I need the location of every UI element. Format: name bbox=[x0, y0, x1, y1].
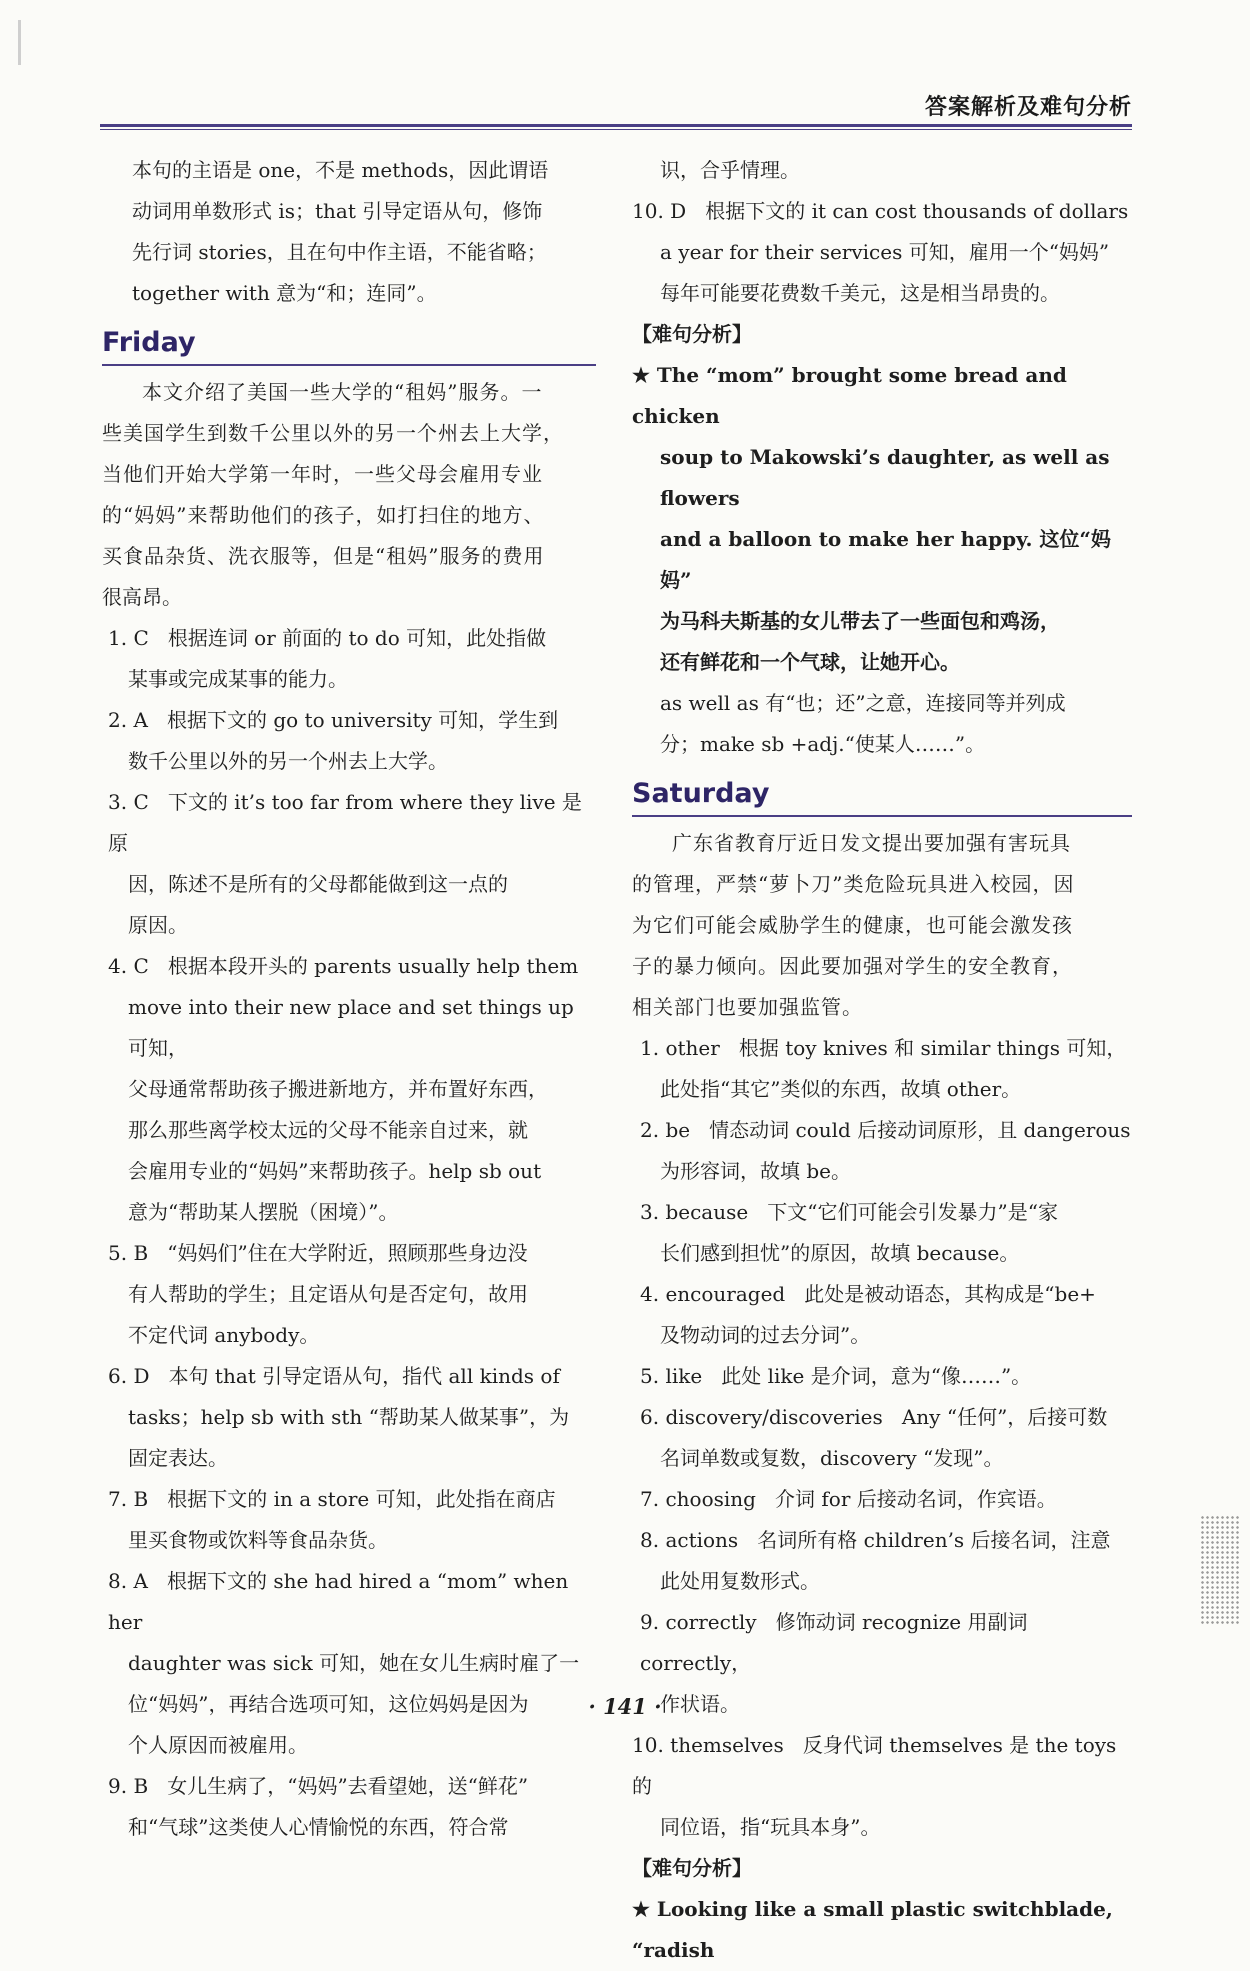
text-line: 固定表达。 bbox=[128, 1446, 228, 1470]
page-number: · 141 · bbox=[588, 1694, 662, 1719]
text-line: move into their new place and set things up 可知， bbox=[128, 995, 574, 1060]
text-line: 根据 toy knives 和 similar things 可知， bbox=[738, 1036, 1127, 1060]
text-line: 根据连词 or 前面的 to do 可知，此处指做 bbox=[167, 626, 547, 650]
section-title-friday: Friday bbox=[102, 324, 596, 366]
text-line: 子的暴力倾向。因此要加强对学生的安全教育， bbox=[632, 954, 1073, 978]
text-line: The “mom” brought some bread and chicken bbox=[632, 363, 1067, 428]
text-line: 根据下文的 she had hired a “mom” when her bbox=[108, 1569, 569, 1634]
text-line: 介词 for 后接动名词，作宾语。 bbox=[775, 1487, 1057, 1511]
answer-number: 9. B bbox=[108, 1774, 149, 1798]
dot-grid-decoration bbox=[1200, 1515, 1240, 1625]
answer-item bbox=[632, 1397, 1132, 1479]
difficult-sentence-heading-2: 【难句分析】 bbox=[632, 1856, 752, 1880]
answer-item bbox=[102, 1356, 596, 1479]
answer-number: 8. A bbox=[108, 1569, 148, 1593]
answer-item bbox=[632, 1520, 1132, 1602]
text-line: 有人帮助的学生；且定语从句是否定句，故用 bbox=[128, 1282, 528, 1306]
answer-number: 7. choosing bbox=[640, 1487, 756, 1511]
section-title-saturday: Saturday bbox=[632, 775, 1132, 817]
star-sentence bbox=[632, 355, 1132, 765]
answer-item bbox=[632, 191, 1132, 314]
answer-item bbox=[632, 1110, 1132, 1192]
text-line: 此处指“其它”类似的东西，故填 other。 bbox=[660, 1077, 1022, 1101]
text-line: 为形容词，故填 be。 bbox=[660, 1159, 851, 1183]
text-line: 此处用复数形式。 bbox=[660, 1569, 820, 1593]
text-line: and a balloon to make her happy. 这位“妈妈” bbox=[660, 527, 1111, 592]
text-line: 根据下文的 it can cost thousands of dollars bbox=[705, 199, 1129, 223]
answer-number: 3. because bbox=[640, 1200, 749, 1224]
answer-item bbox=[102, 782, 596, 946]
text-line: 的管理，严禁“萝卜刀”类危险玩具进入校园，因 bbox=[632, 872, 1075, 896]
text-line: 某事或完成某事的能力。 bbox=[128, 667, 348, 691]
margin-mark bbox=[18, 20, 21, 65]
text-line: 根据本段开头的 parents usually help them bbox=[167, 954, 579, 978]
answer-item bbox=[102, 700, 596, 782]
header-rule bbox=[100, 124, 1132, 127]
header-rule-thin bbox=[100, 129, 1132, 130]
text-line: 反身代词 themselves 是 the toys 的 bbox=[632, 1733, 1117, 1798]
answer-number: 5. B bbox=[108, 1241, 149, 1265]
text-line: 动词用单数形式 is；that 引导定语从句，修饰 bbox=[132, 199, 543, 223]
text-line: a year for their services 可知，雇用一个“妈妈” bbox=[660, 240, 1110, 264]
text-line: 那么那些离学校太远的父母不能亲自过来，就 bbox=[128, 1118, 528, 1142]
text-line: 买食品杂货、洗衣服等，但是“租妈”服务的费用 bbox=[102, 544, 545, 568]
answer-item bbox=[632, 1356, 1132, 1397]
text-line: 根据下文的 in a store 可知，此处指在商店 bbox=[167, 1487, 556, 1511]
text-line: 为马科夫斯基的女儿带去了一些面包和鸡汤， bbox=[660, 609, 1060, 633]
answer-number: 9. correctly bbox=[640, 1610, 757, 1634]
text-line: 广东省教育厅近日发文提出要加强有害玩具 bbox=[672, 831, 1071, 855]
text-line: 女儿生病了，“妈妈”去看望她，送“鲜花” bbox=[167, 1774, 529, 1798]
text-line: 会雇用专业的“妈妈”来帮助孩子。help sb out bbox=[128, 1159, 542, 1183]
text-line: 本文介绍了美国一些大学的“租妈”服务。一 bbox=[142, 380, 543, 404]
answer-number: 1. other bbox=[640, 1036, 720, 1060]
answer-item bbox=[632, 1725, 1132, 1848]
answer-number: 2. A bbox=[108, 708, 148, 732]
text-line: 名词所有格 children’s 后接名词，注意 bbox=[757, 1528, 1111, 1552]
friday-summary bbox=[102, 372, 596, 618]
text-line: 因，陈述不是所有的父母都能做到这一点的 bbox=[128, 872, 508, 896]
text-line: 个人原因而被雇用。 bbox=[128, 1733, 308, 1757]
text-line: together with 意为“和；连同”。 bbox=[132, 281, 437, 305]
text-line: 的“妈妈”来帮助他们的孩子，如打扫住的地方、 bbox=[102, 503, 545, 527]
text-line: 意为“帮助某人摆脱（困境）”。 bbox=[128, 1200, 399, 1224]
text-line: 当他们开始大学第一年时，一些父母会雇用专业 bbox=[102, 462, 543, 486]
text-line: “妈妈们”住在大学附近，照顾那些身边没 bbox=[167, 1241, 528, 1265]
text-line: 父母通常帮助孩子搬进新地方，并布置好东西， bbox=[128, 1077, 548, 1101]
text-line: daughter was sick 可知，她在女儿生病时雇了一 bbox=[128, 1651, 580, 1675]
text-line: 每年可能要花费数千美元，这是相当昂贵的。 bbox=[660, 281, 1060, 305]
answer-item bbox=[102, 1561, 596, 1766]
intro-paragraph bbox=[102, 150, 596, 314]
text-line: 还有鲜花和一个气球，让她开心。 bbox=[660, 650, 960, 674]
text-line: 原因。 bbox=[128, 913, 188, 937]
text-line: 里买食物或饮料等食品杂货。 bbox=[128, 1528, 388, 1552]
text-line: 数千公里以外的另一个州去上大学。 bbox=[128, 749, 448, 773]
text-line: 此处是被动语态，其构成是“be+ bbox=[804, 1282, 1096, 1306]
text-line: 些美国学生到数千公里以外的另一个州去上大学， bbox=[102, 421, 564, 445]
answer-number: 2. be bbox=[640, 1118, 691, 1142]
text-line: Looking like a small plastic switchblade, “radish bbox=[632, 1897, 1113, 1962]
answer-number: 6. D bbox=[108, 1364, 150, 1388]
answer-item bbox=[632, 1192, 1132, 1274]
answer-number: 5. like bbox=[640, 1364, 703, 1388]
text-line: 名词单数或复数，discovery “发现”。 bbox=[660, 1446, 1004, 1470]
header-title: 答案解析及难句分析 bbox=[924, 94, 1132, 120]
text-line: 情态动词 could 后接动词原形，且 dangerous bbox=[709, 1118, 1131, 1142]
answer-item bbox=[102, 1233, 596, 1356]
text-line: 为它们可能会威胁学生的健康，也可能会激发孩 bbox=[632, 913, 1073, 937]
text-line: 此处 like 是介词，意为“像……”。 bbox=[721, 1364, 1032, 1388]
text-line: 先行词 stories，且在句中作主语，不能省略； bbox=[132, 240, 547, 264]
text-line: 和“气球”这类使人心情愉悦的东西，符合常 bbox=[128, 1815, 509, 1839]
answer-number: 3. C bbox=[108, 790, 149, 814]
answer-number: 4. encouraged bbox=[640, 1282, 786, 1306]
answer-number: 7. B bbox=[108, 1487, 149, 1511]
answer-number: 10. D bbox=[632, 199, 687, 223]
answer-number: 8. actions bbox=[640, 1528, 739, 1552]
answer-number: 10. themselves bbox=[632, 1733, 784, 1757]
text-line: as well as 有“也；还”之意，连接同等并列成 bbox=[660, 691, 1066, 715]
text-line: 相关部门也要加强监管。 bbox=[632, 995, 863, 1019]
answer-number: 6. discovery/discoveries bbox=[640, 1405, 883, 1429]
text-line: 作状语。 bbox=[660, 1692, 740, 1716]
text-line: 长们感到担忧”的原因，故填 because。 bbox=[660, 1241, 1020, 1265]
text-line: 下文的 it’s too far from where they live 是原 bbox=[108, 790, 582, 855]
text-line: 及物动词的过去分词”。 bbox=[660, 1323, 871, 1347]
text-line: 根据下文的 go to university 可知，学生到 bbox=[166, 708, 559, 732]
answer-item bbox=[102, 1479, 596, 1561]
difficult-sentence-heading: 【难句分析】 bbox=[632, 322, 752, 346]
answer-item bbox=[102, 618, 596, 700]
text-line: 不定代词 anybody。 bbox=[128, 1323, 320, 1347]
text-line: 位“妈妈”，再结合选项可知，这位妈妈是因为 bbox=[128, 1692, 529, 1716]
text-line: 分；make sb +adj.“使某人……”。 bbox=[660, 732, 986, 756]
text-line: soup to Makowski’s daughter, as well as flowers bbox=[660, 445, 1110, 510]
text-line: Any “任何”，后接可数 bbox=[901, 1405, 1108, 1429]
answer-number: 4. C bbox=[108, 954, 149, 978]
star-icon: ★ bbox=[632, 1897, 650, 1921]
answer-item bbox=[632, 1028, 1132, 1110]
saturday-summary bbox=[632, 823, 1132, 1028]
answer-number: 1. C bbox=[108, 626, 149, 650]
left-column bbox=[102, 150, 596, 1848]
answer-item bbox=[632, 1479, 1132, 1520]
text-line: 同位语，指“玩具本身”。 bbox=[660, 1815, 881, 1839]
text-line: 本句 that 引导定语从句，指代 all kinds of bbox=[168, 1364, 560, 1388]
answer-item bbox=[102, 1766, 596, 1848]
text-line: 本句的主语是 one，不是 methods，因此谓语 bbox=[132, 158, 549, 182]
text-line: 下文“它们可能会引发暴力”是“家 bbox=[767, 1200, 1058, 1224]
text-line: 很高昂。 bbox=[102, 585, 182, 609]
text-line: tasks；help sb with sth “帮助某人做某事”，为 bbox=[128, 1405, 570, 1429]
answer-item bbox=[632, 1274, 1132, 1356]
text-line: 修饰动词 recognize 用副词 correctly， bbox=[640, 1610, 1028, 1675]
answer-item bbox=[102, 946, 596, 1233]
star-icon: ★ bbox=[632, 363, 650, 387]
text-line: 识，合乎情理。 bbox=[660, 158, 800, 182]
